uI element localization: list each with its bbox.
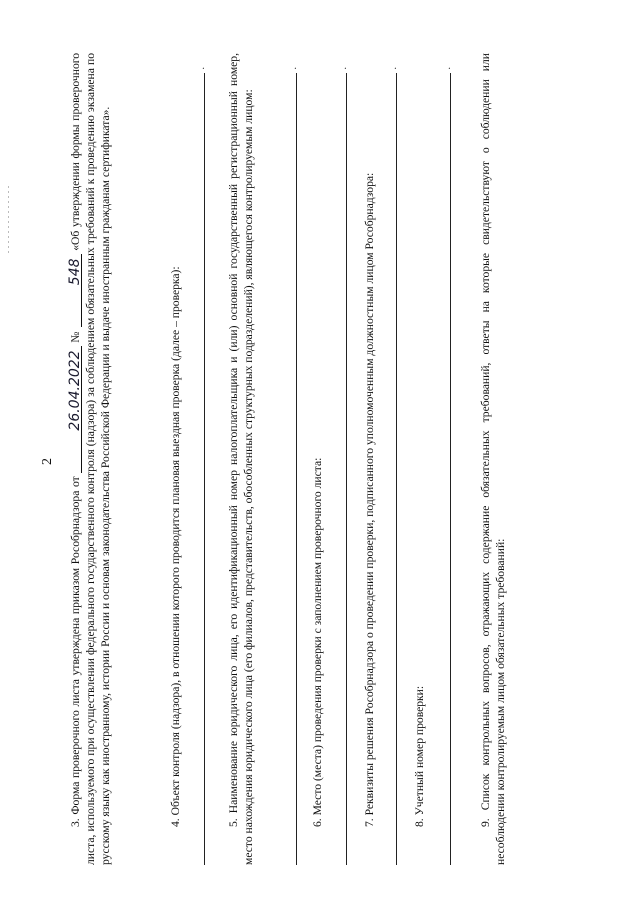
item-4-text: 4. Объект контроля (надзора), в отношении которого проводится плановая выездная проверка (далее – проверка): [169, 266, 182, 827]
item-6-paragraph [310, 53, 325, 827]
fill-line-dot: . [442, 67, 453, 70]
item-8-fill-line [442, 67, 453, 865]
item-3-order-title: «Об утверждении формы проверочного листа, используемого при осуществлении федерального государственного контроля (надзора) за соблюдением обязательных требований к проведению экзамена по русскому языку как иностранному, истории России и основам законодательства Российской Федерации и выдаче иностранным гражданам сертификата». [69, 52, 113, 865]
item-7-text: 7. Реквизиты решения Рособрнадзора о проведении проверки, подписанного уполномоченным должностным лицом Рособрнадзора: [363, 172, 376, 827]
order-date-handwritten: 26.04.2022 [69, 346, 82, 472]
item-3-intro: 3. Форма проверочного листа утверждена приказом Рособрнадзора от [69, 476, 82, 827]
page-number: 2 [40, 458, 55, 465]
item-4-paragraph [168, 53, 183, 827]
order-number-label: № [69, 330, 82, 343]
fill-line-dot: . [338, 67, 349, 70]
order-number-handwritten: 548 [69, 254, 82, 327]
item-8-text: 8. Учетный номер проверки: [413, 685, 426, 827]
fill-line-dot: . [288, 67, 299, 70]
item-6-fill-line [338, 67, 349, 865]
item-5-paragraph [226, 53, 256, 865]
item-6-text: 6. Место (места) проведения проверки с заполнением проверочного листа: [311, 457, 324, 827]
fill-line-dot: . [388, 67, 399, 70]
item-4-fill-line [196, 67, 207, 865]
item-7-fill-line [388, 67, 399, 865]
item-9-text: 9. Список контрольных вопросов, отражающих содержание обязательных требований, ответы на которые свидетельствуют о соблюдении или несоблюдении контролируемым лицом обязательных требований: [479, 53, 508, 865]
item-5-text: 5. Наименование юридического лица, его идентификационный номер налогоплательщика и (или) основной государственный регистрационный номер, место нахождения юридического лица (его филиалов, представительств, обособленных структурных подразделений), являющегося контролируемым лицом: [227, 53, 256, 865]
item-9-paragraph [478, 53, 508, 865]
item-3-paragraph [68, 53, 114, 865]
fill-line-dot: . [196, 67, 207, 70]
item-5-fill-line [288, 67, 299, 865]
item-7-paragraph [362, 53, 377, 827]
item-8-paragraph [412, 53, 427, 827]
